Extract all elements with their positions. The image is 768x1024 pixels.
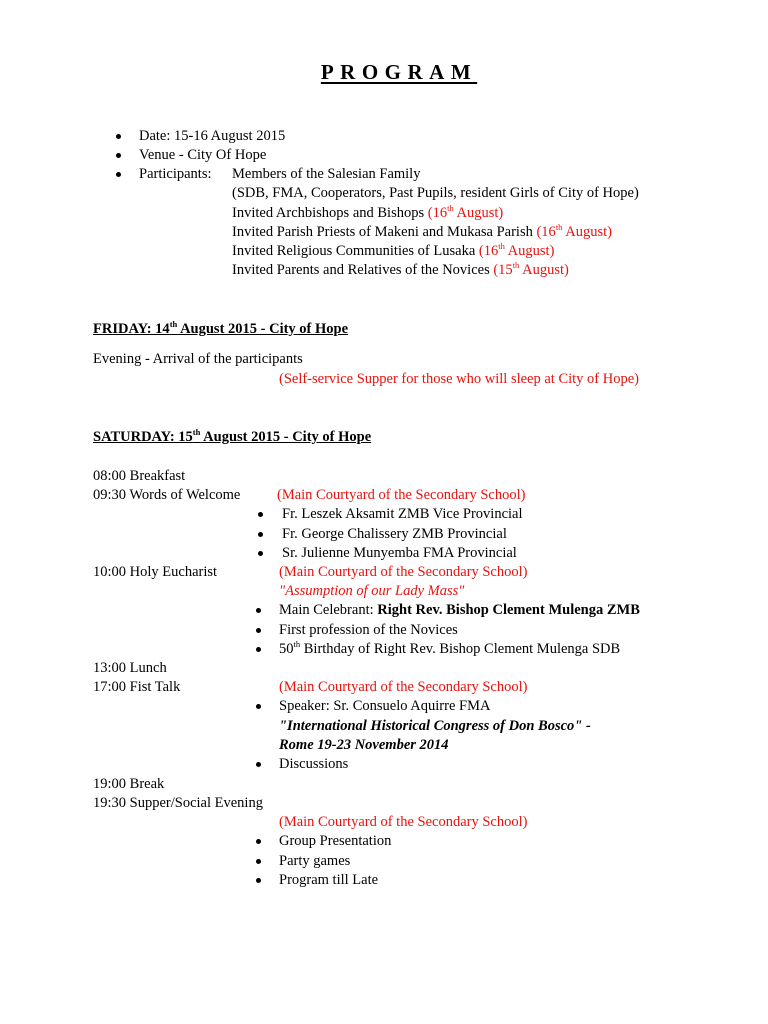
birthday-item: 50th Birthday of Right Rev. Bishop Clement Mulenga SDB: [279, 639, 621, 657]
event-date: Date: 15-16 August 2015: [139, 128, 286, 144]
evening-item: Party games: [279, 853, 351, 869]
bullet-icon: [116, 153, 121, 158]
friday-arrival: Evening - Arrival of the participants: [93, 351, 303, 367]
participant-line: Invited Parish Priests of Makeni and Mukasa Parish (16th August): [232, 222, 612, 240]
bullet-icon: [256, 628, 261, 633]
talk-speaker: Speaker: Sr. Consuelo Aquirre FMA: [279, 698, 491, 714]
page-title: PROGRAM: [320, 60, 478, 84]
welcome-speaker: Sr. Julienne Munyemba FMA Provincial: [282, 545, 517, 561]
talk-title: "International Historical Congress of Don Bosco" -: [279, 718, 591, 734]
venue-note: (Main Courtyard of the Secondary School): [277, 487, 526, 503]
participant-date-note: (16th August): [478, 241, 555, 259]
schedule-supper: 19:30 Supper/Social Evening: [93, 795, 263, 811]
evening-item: Program till Late: [279, 872, 379, 888]
bullet-icon: [256, 704, 261, 709]
schedule-eucharist: 10:00 Holy Eucharist: [93, 564, 218, 580]
bullet-icon: [256, 647, 261, 652]
participant-date-note: (16th August): [536, 222, 612, 240]
bullet-icon: [116, 172, 121, 177]
schedule-talk: 17:00 Fist Talk: [93, 679, 181, 695]
bullet-icon: [258, 512, 263, 517]
main-celebrant: Main Celebrant: Right Rev. Bishop Clement Mulenga ZMB: [279, 602, 640, 618]
participant-line: Invited Parents and Relatives of the Novices (15th August): [232, 260, 569, 278]
participant-line: Invited Archbishops and Bishops (16th August): [232, 203, 504, 221]
participants-label: Participants:: [139, 166, 212, 182]
venue-note: (Main Courtyard of the Secondary School): [279, 564, 528, 580]
event-venue: Venue - City Of Hope: [139, 147, 267, 163]
saturday-heading: SATURDAY: 15th August 2015 - City of Hope: [93, 427, 372, 445]
friday-supper-note: (Self-service Supper for those who will sleep at City of Hope): [279, 371, 639, 387]
bullet-icon: [256, 859, 261, 864]
participant-date-note: (16th August): [427, 203, 504, 221]
friday-heading: FRIDAY: 14th August 2015 - City of Hope: [93, 319, 349, 337]
schedule-welcome: 09:30 Words of Welcome: [93, 487, 241, 503]
participant-date-note: (15th August): [493, 260, 569, 278]
profession-item: First profession of the Novices: [279, 622, 458, 638]
discussions-item: Discussions: [279, 756, 349, 772]
venue-note: (Main Courtyard of the Secondary School): [279, 814, 528, 830]
bullet-icon: [258, 532, 263, 537]
evening-item: Group Presentation: [279, 833, 392, 849]
bullet-icon: [256, 762, 261, 767]
welcome-speaker: Fr. Leszek Aksamit ZMB Vice Provincial: [282, 506, 523, 522]
participant-line: Invited Religious Communities of Lusaka (16th August): [232, 241, 555, 259]
schedule-break: 19:00 Break: [93, 776, 165, 792]
bullet-icon: [256, 608, 261, 613]
schedule-lunch: 13:00 Lunch: [93, 660, 167, 676]
mass-title: "Assumption of our Lady Mass": [279, 583, 465, 599]
venue-note: (Main Courtyard of the Secondary School): [279, 679, 528, 695]
bullet-icon: [256, 839, 261, 844]
bullet-icon: [116, 134, 121, 139]
talk-title-date: Rome 19-23 November 2014: [279, 737, 449, 753]
participant-line: Members of the Salesian Family: [232, 166, 421, 182]
schedule-breakfast: 08:00 Breakfast: [93, 468, 186, 484]
participant-line: (SDB, FMA, Cooperators, Past Pupils, resident Girls of City of Hope): [232, 185, 639, 201]
welcome-speaker: Fr. George Chalissery ZMB Provincial: [282, 526, 507, 542]
bullet-icon: [256, 878, 261, 883]
bullet-icon: [258, 551, 263, 556]
